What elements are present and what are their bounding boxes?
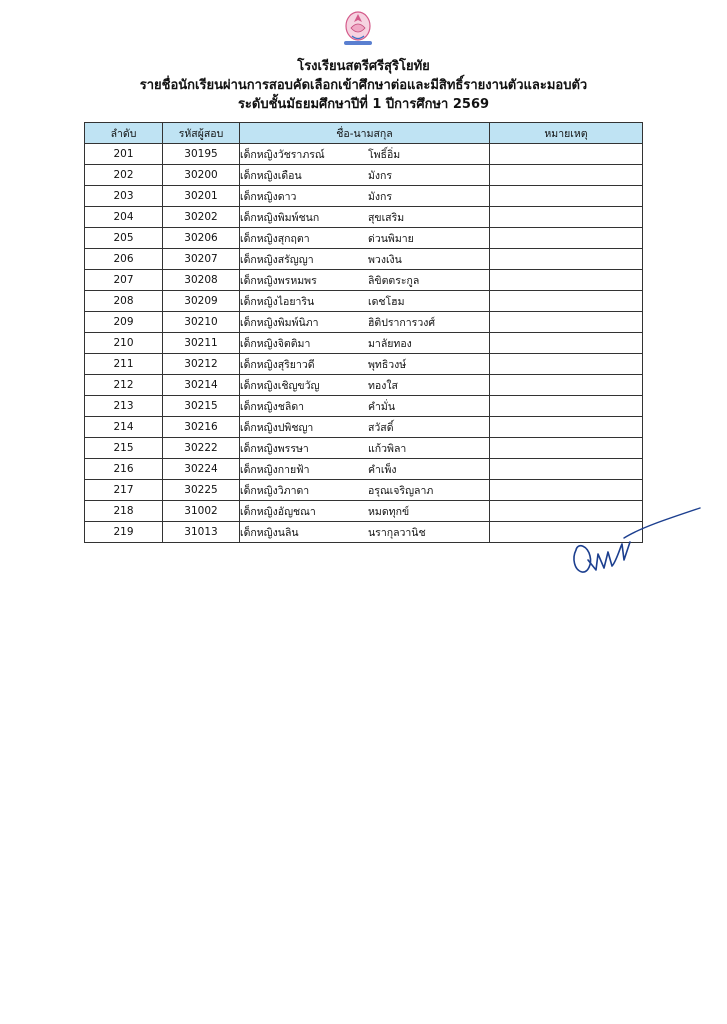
row-order-number: 205 (85, 228, 163, 249)
row-exam-id: 30215 (163, 396, 240, 417)
column-header-remarks: หมายเหตุ (490, 123, 643, 144)
row-remarks (490, 396, 643, 417)
row-exam-id: 30222 (163, 438, 240, 459)
row-last-name: คำมั่น (368, 400, 396, 413)
row-order-number: 208 (85, 291, 163, 312)
row-first-name: เด็กหญิงวัชราภรณ์ (240, 148, 325, 161)
row-exam-id: 30207 (163, 249, 240, 270)
level-and-year: ระดับชั้นมัธยมศึกษาปีที่ 1 ปีการศึกษา 2569 (237, 97, 490, 112)
row-order-number: 214 (85, 417, 163, 438)
row-fullname (240, 501, 490, 522)
row-exam-id: 30225 (163, 480, 240, 501)
row-exam-id: 30208 (163, 270, 240, 291)
school-name: โรงเรียนสตรีศรีสุริโยทัย (297, 59, 430, 74)
student-list-table (84, 122, 643, 543)
row-exam-id: 30212 (163, 354, 240, 375)
row-fullname (240, 333, 490, 354)
row-first-name: เด็กหญิงพิมพ์นิภา (240, 316, 319, 329)
row-remarks (490, 186, 643, 207)
row-first-name: เด็กหญิงไอยาริน (240, 295, 315, 308)
row-last-name: อรุณเจริญลาภ (368, 484, 434, 497)
row-exam-id: 30209 (163, 291, 240, 312)
table-row (85, 186, 643, 207)
row-last-name: มาลัยทอง (368, 337, 412, 350)
row-exam-id: 31002 (163, 501, 240, 522)
row-remarks (490, 228, 643, 249)
row-remarks (490, 312, 643, 333)
row-last-name: คำเพ็ง (368, 463, 397, 476)
row-first-name: เด็กหญิงเดือน (240, 169, 302, 182)
row-first-name: เด็กหญิงนลิน (240, 526, 299, 539)
row-fullname (240, 270, 490, 291)
row-last-name: ด่วนพิมาย (368, 232, 414, 245)
row-exam-id: 30202 (163, 207, 240, 228)
row-remarks (490, 333, 643, 354)
row-first-name: เด็กหญิงอัญชณา (240, 505, 316, 518)
row-remarks (490, 417, 643, 438)
row-order-number: 215 (85, 438, 163, 459)
row-fullname (240, 165, 490, 186)
signature (568, 498, 718, 578)
row-remarks (490, 459, 643, 480)
table-row (85, 396, 643, 417)
row-exam-id: 30224 (163, 459, 240, 480)
row-last-name: หมดทุกข์ (368, 505, 410, 518)
row-order-number: 207 (85, 270, 163, 291)
row-first-name: เด็กหญิงดาว (240, 190, 297, 203)
row-fullname (240, 291, 490, 312)
row-last-name: สุขเสริม (368, 211, 405, 224)
row-order-number: 210 (85, 333, 163, 354)
row-last-name: ฮิติปราการวงศ์ (368, 316, 436, 329)
row-remarks (490, 354, 643, 375)
row-order-number: 217 (85, 480, 163, 501)
row-order-number: 202 (85, 165, 163, 186)
table-row (85, 249, 643, 270)
row-first-name: เด็กหญิงพรรษา (240, 442, 309, 455)
row-fullname (240, 207, 490, 228)
row-exam-id: 30201 (163, 186, 240, 207)
row-last-name: โพธิ์อิ่ม (368, 148, 401, 161)
table-row (85, 228, 643, 249)
row-fullname (240, 396, 490, 417)
row-exam-id: 30210 (163, 312, 240, 333)
row-order-number: 203 (85, 186, 163, 207)
row-first-name: เด็กหญิงชลิดา (240, 400, 305, 413)
row-last-name: มังกร (368, 190, 393, 203)
row-first-name: เด็กหญิงปพิชญา (240, 421, 314, 434)
row-order-number: 219 (85, 522, 163, 543)
row-last-name: สวัสดิ์ (368, 421, 394, 434)
row-remarks (490, 270, 643, 291)
row-first-name: เด็กหญิงพิมพ์ชนก (240, 211, 320, 224)
row-order-number: 209 (85, 312, 163, 333)
table-row (85, 501, 643, 522)
table-row (85, 312, 643, 333)
row-last-name: พวงเงิน (368, 253, 402, 266)
table-row (85, 438, 643, 459)
row-exam-id: 30206 (163, 228, 240, 249)
row-first-name: เด็กหญิงเชิญขวัญ (240, 379, 320, 392)
column-header-fullname: ชื่อ-นามสกุล (240, 123, 490, 144)
row-remarks (490, 249, 643, 270)
table-row (85, 270, 643, 291)
document-subtitle: รายชื่อนักเรียนผ่านการสอบคัดเลือกเข้าศึกษาต่อและมีสิทธิ์รายงานตัวและมอบตัว (139, 78, 588, 93)
row-fullname (240, 228, 490, 249)
row-last-name: นรากุลวานิช (368, 526, 426, 539)
table-row (85, 375, 643, 396)
table-row (85, 144, 643, 165)
row-order-number: 204 (85, 207, 163, 228)
table-row (85, 522, 643, 543)
row-fullname (240, 459, 490, 480)
row-fullname (240, 186, 490, 207)
column-header-exam-id: รหัสผู้สอบ (163, 123, 240, 144)
row-first-name: เด็กหญิงกายฟ้า (240, 463, 310, 476)
row-last-name: เดชโฮม (368, 295, 405, 308)
row-order-number: 218 (85, 501, 163, 522)
row-exam-id: 30216 (163, 417, 240, 438)
row-fullname (240, 417, 490, 438)
table-row (85, 207, 643, 228)
row-first-name: เด็กหญิงจิตติมา (240, 337, 311, 350)
row-fullname (240, 522, 490, 543)
table-row (85, 165, 643, 186)
row-first-name: เด็กหญิงพรหมพร (240, 274, 317, 287)
row-fullname (240, 312, 490, 333)
row-fullname (240, 438, 490, 459)
row-fullname (240, 354, 490, 375)
row-exam-id: 30211 (163, 333, 240, 354)
row-exam-id: 30195 (163, 144, 240, 165)
row-fullname (240, 480, 490, 501)
table-row (85, 417, 643, 438)
column-header-order: ลำดับ (85, 123, 163, 144)
row-remarks (490, 438, 643, 459)
table-row (85, 459, 643, 480)
table-row (85, 333, 643, 354)
row-fullname (240, 144, 490, 165)
row-last-name: พุทธิวงษ์ (368, 358, 407, 371)
row-order-number: 216 (85, 459, 163, 480)
school-logo (336, 8, 380, 48)
row-remarks (490, 207, 643, 228)
row-order-number: 211 (85, 354, 163, 375)
row-remarks (490, 165, 643, 186)
table-row (85, 291, 643, 312)
row-fullname (240, 249, 490, 270)
row-first-name: เด็กหญิงสุกฤตา (240, 232, 310, 245)
table-row (85, 354, 643, 375)
row-last-name: ทองใส (368, 379, 398, 392)
row-order-number: 206 (85, 249, 163, 270)
row-last-name: ลิขิตตระกูล (368, 274, 420, 287)
row-order-number: 201 (85, 144, 163, 165)
row-remarks (490, 291, 643, 312)
row-first-name: เด็กหญิงสรัญญา (240, 253, 314, 266)
row-order-number: 212 (85, 375, 163, 396)
row-order-number: 213 (85, 396, 163, 417)
table-header-row (85, 123, 643, 144)
row-exam-id: 30200 (163, 165, 240, 186)
row-remarks (490, 144, 643, 165)
row-last-name: มังกร (368, 169, 393, 182)
row-last-name: แก้วพิลา (368, 442, 407, 455)
row-remarks (490, 375, 643, 396)
row-fullname (240, 375, 490, 396)
row-exam-id: 31013 (163, 522, 240, 543)
row-first-name: เด็กหญิงสุริยาวดี (240, 358, 315, 371)
table-row (85, 480, 643, 501)
row-exam-id: 30214 (163, 375, 240, 396)
table-body (85, 144, 643, 543)
row-first-name: เด็กหญิงวิภาดา (240, 484, 310, 497)
